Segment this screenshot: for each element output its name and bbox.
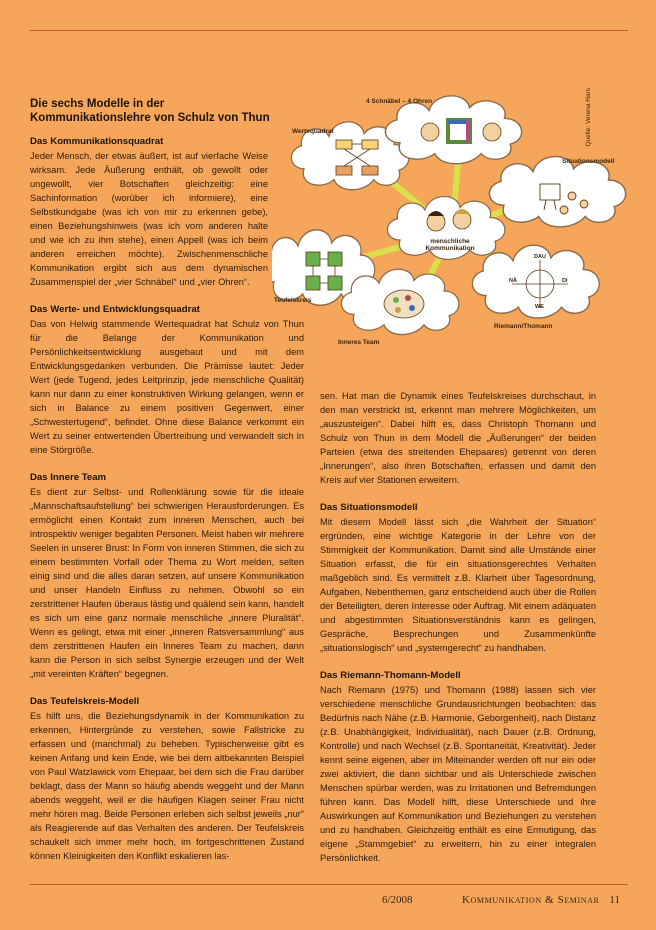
section-kommunikationsquadrat <box>30 135 304 289</box>
section-text: Mit diesem Modell lässt sich „die Wahrheit der Situation“ ergründen, eine wichtige Kategorie in der Lehre von der Stimmigkeit der Kommunikation. Damit sind alle Umstände einer Situation erfasst, die für ein situationsgerechtes Verhalten maßgeblich sind. Es vermittelt z.B. Klarheit über Tagesordnung, Aufgaben, Nebenthemen, ganz entscheidend auch über die Rollen der Beteiligten, deren Interesse oder Auftrag. Mit einem adäquaten und abgestimmten Situationsverständnis kann es gelingen, Gespräche, Besprechungen und Zusammenkünfte „situationslogisch“ und „systemgerecht“ zu handhaben. <box>320 517 596 653</box>
section-heading: Das Situationsmodell <box>320 502 418 513</box>
label-vier-schnaebel: 4 Schnäbel – 4 Ohren <box>366 98 433 105</box>
riemann-word-dau: DAU <box>534 254 546 260</box>
section-situationsmodell <box>320 501 596 655</box>
bottom-rule <box>30 884 628 885</box>
section-text: Jeder Mensch, der etwas äußert, ist auf vierfache Weise wirksam. Jede Äußerung enthält, ob gewollt oder ungewollt, vier Botschaften gleichzeitig: eine Sachinformation (worüber ich informiere), eine Selbstkundgabe (was ich von mir zu erkennen gebe), einen Beziehungshinweis (was ich vom anderen halte und wie ich zu ihm stehe), einen Appell (was ich beim anderen erreichen möchte). Zwischenmenschliche Kommunikation ergibt sich aus dem dynamischen Zusammenspiel der „vier Schnäbel“ und „vier Ohren“. <box>30 151 268 287</box>
section-heading: Das Werte- und Entwicklungsquadrat <box>30 304 200 315</box>
section-text: Es dient zur Selbst- und Rollenklärung sowie für die ideale „Mannschaftsaufstellung“ bei schwierigen Herausforderungen. Es ermöglicht einen Kontakt zum inneren Menschen, auch bei introspektiv weniger begabten Personen. Meist haben wir mehrere Seelen in unserer Brust: In Form von inneren Stimmen, die sich zu einem bestimmten Vorfall oder Thema zu Wort melden, selten einig sind und die alles daran setzen, auf unsere Kommunikation und unser Handeln Einfluss zu nehmen. Obwohl so ein zerstrittener Haufen überaus lästig und quälend sein kann, handelt es sich um eine ganz normale menschliche „innere Pluralität“. Wenn es gelingt, etwa mit einer „inneren Ratsversammlung“ aus dem zerstrittenen Haufen ein Inneres Team zu machen, dann kann die Person in sich selbst Synergie erzeugen und der Welt „mit vereinten Kräften“ begegnen. <box>30 487 304 679</box>
section-text: Nach Riemann (1975) und Thomann (1988) lassen sich vier verschiedene menschliche Grundausrichtungen beobachten: das Bedürfnis nach Nähe (z.B. Harmonie, Geborgenheit), nach Distanz (z.B. Unabhängigkeit, Individualität), nach Dauer (z.B. Ordnung, Kontrolle) und nach Wechsel (z.B. Spontaneität, Kreativität). Jeder kennt seine eigenen, aber im Miteinander werden oft nur ein oder zwei aktiviert, die dann sichtbar und als Unterschiede zwischen Menschen spürbar werden, was zu Irritationen und Befremdungen führen kann. Das Modell hilft, diese Unterschiede und ihre Auswirkungen auf Kommunikation und Beziehungen zu verstehen und zu handhaben. Gleichzeitig enthält es eine Ermutigung, das eigene „Stammgebiet“ zu erweitern, hin zu einer integralen Persönlichkeit. <box>320 685 596 863</box>
riemann-word-di: DI <box>562 278 568 284</box>
section-heading: Das Innere Team <box>30 472 107 483</box>
riemann-word-nae: NÄ <box>509 278 517 284</box>
right-column <box>320 389 596 879</box>
section-text: Es hilft uns, die Beziehungsdynamik in der Kommunikation zu erkennen, Hintergründe zu verstehen, sowie Fallstricke zu erfassen und (manchmal) zu beheben. Typischerweise gibt es keinen Anfang und kein Ende, wie bei dem altbekannten Beispiel von Paul Watzlawick vom Ehepaar, bei dem sich die Frau darüber beklagt, dass der Mann so häufig abends weggeht und der Mann abends weggeht, weil er die häufigen Klagen seiner Frau nicht mehr hören mag. Beide Personen erleben sich selbst jeweils „nur“ als Reagierende auf das Verhalten des anderen. Der Teufelskreis schaukelt sich immer mehr hoch, im fortgeschrittenen Zustand können Kleinigkeiten den Konflikt eskalieren las- <box>30 711 304 861</box>
label-teufelskreis: Teufelskreis <box>274 297 312 304</box>
label-inneres-team: Inneres Team <box>338 339 380 346</box>
page-footer <box>30 894 628 908</box>
label-riemann: Riemann/Thomann <box>494 323 553 330</box>
section-teufelskreis <box>30 695 304 863</box>
label-wertequadrat: Wertequadrat <box>292 128 334 135</box>
cloud-vier-ohren <box>385 96 521 164</box>
label-center: menschliche Kommunikation <box>425 238 475 252</box>
top-rule <box>30 30 628 31</box>
footer-journal: Kommunikation & Seminar <box>462 894 600 906</box>
section-heading: Das Riemann-Thomann-Modell <box>320 670 461 681</box>
left-column <box>30 135 304 877</box>
continuation-text: sen. Hat man die Dynamik eines Teufelskreises durchschaut, in den man verstrickt ist, erkennt man mehrere Möglichkeiten, um „auszusteigen“. Dabei hilft es, dass Christoph Thomann und Schulz von Thun in dem Modell die „Äußerungen“ der beiden Parteien (etwa des streitenden Ehepaares) getrennt von deren „Innerungen“, also ihren Botschaften, erfassen und damit den Kreis auf vier Stationen erweitern. <box>320 391 596 485</box>
riemann-word-we: WE <box>535 304 544 310</box>
section-text: Das von Helwig stammende Wertequadrat hat Schulz von Thun für die Belange der Kommunikation und Persönlichkeitsentwicklung ausgebaut und mit dem Entwicklungsgedanken verbunden. Die Prämisse lautet: Jeder Wert (jede Tugend, jedes Leitprinzip, jede menschliche Qualität) kann nur dann zu einer konstruktiven Wirkung gelangen, wenn er sich in Balance zu einem positiven Gegenwert, einer „Schwestertugend“, befindet. Ohne diese Balance verkommt ein Wert zu seiner entwertenden Übertreibung und verwandelt sich in eine Störgröße. <box>30 319 304 455</box>
article-title: Die sechs Modelle in der Kommunikationslehre von Schulz von Thun <box>30 98 270 124</box>
section-inneres-team <box>30 471 304 681</box>
section-heading: Das Teufelskreis-Modell <box>30 696 140 707</box>
inneres-team-figure <box>384 290 424 318</box>
footer-page-number: 11 <box>609 894 620 906</box>
label-situationsmodell: Situationsmodell <box>562 158 615 165</box>
section-wertequadrat <box>30 303 304 457</box>
six-models-diagram <box>272 92 628 356</box>
footer-issue: 6/2008 <box>382 894 413 906</box>
section-heading: Das Kommunikationsquadrat <box>30 136 164 147</box>
section-riemann-thomann <box>320 669 596 865</box>
image-source: Quelle: Verena Hars <box>585 88 592 147</box>
